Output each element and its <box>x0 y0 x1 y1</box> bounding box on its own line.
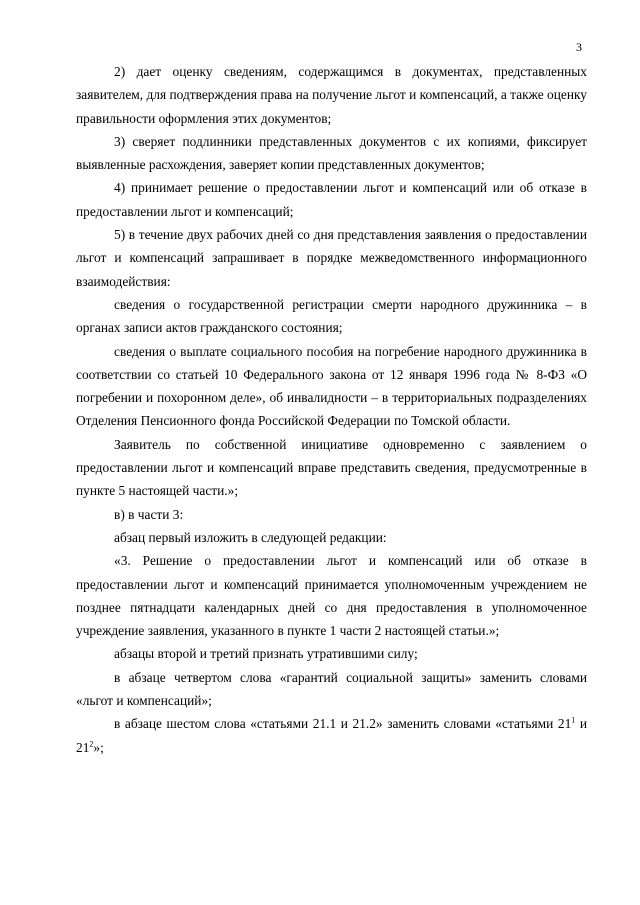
paragraph-benefit-info: сведения о выплате социального пособия на погребение народного дружинника в соответствии со статьей 10 Федерального закона от 12 января 1996 года № 8-ФЗ «О погребении и похоронном деле», об инвалидности – в территориальных подразделениях Отделения Пенсионного фонда Российской Федерации по Томской области. <box>76 343 587 429</box>
paragraph-applicant-initiative: Заявитель по собственной инициативе одновременно с заявлением о предоставлении льгот и компенсаций вправе представить сведения, предусмотренные в пункте 5 настоящей части.»; <box>76 436 587 499</box>
sixth-abzac-text-start: в абзаце шестом слова «статьями 21.1 и 21.2» заменить словами «статьями 21 <box>114 716 572 732</box>
document-body <box>76 60 587 759</box>
paragraph-part-3: в) в части 3: <box>114 506 184 522</box>
page-number: 3 <box>576 40 582 54</box>
sixth-abzac-text-end: »; <box>93 739 104 755</box>
paragraph-item-2: 2) дает оценку сведениям, содержащимся в документах, представленных заявителем, для подтверждения права на получение льгот и компенсаций, а также оценку правильности оформления этих документов; <box>76 64 587 126</box>
superscript-1: 1 <box>571 715 576 725</box>
paragraph-item-5: 5) в течение двух рабочих дней со дня представления заявления о предоставлении льгот и компенсаций запрашивает в порядке межведомственного информационного взаимодействия: <box>76 227 587 289</box>
paragraph-item-3: 3) сверяет подлинники представленных документов с их копиями, фиксирует выявленные расхождения, заверяет копии представленных документов; <box>76 133 587 173</box>
paragraph-decision-text: «3. Решение о предоставлении льгот и компенсаций или об отказе в предоставлении льгот и компенсаций принимается уполномоченным учреждением не позднее пятнадцати календарных дней со дня предоставления в уполномоченное учреждение заявления, указанного в пункте 1 части 2 настоящей статьи.»; <box>76 553 587 639</box>
superscript-2: 2 <box>89 739 94 749</box>
sixth-abzac-text-middle: и 21 <box>76 716 588 755</box>
paragraph-registration-info: сведения о государственной регистрации смерти народного дружинника – в органах записи актов гражданского состояния; <box>76 296 587 336</box>
paragraph-first-abzac: абзац первый изложить в следующей редакции: <box>114 529 387 545</box>
paragraph-sixth-abzac <box>76 712 587 759</box>
paragraph-item-4: 4) принимает решение о предоставлении льгот и компенсаций или об отказе в предоставлении льгот и компенсаций; <box>76 180 587 219</box>
paragraph-fourth-abzac: в абзаце четвертом слова «гарантий социальной защиты» заменить словами «льгот и компенсаций»; <box>76 669 587 709</box>
paragraph-repeal: абзацы второй и третий признать утратившими силу; <box>114 646 418 662</box>
